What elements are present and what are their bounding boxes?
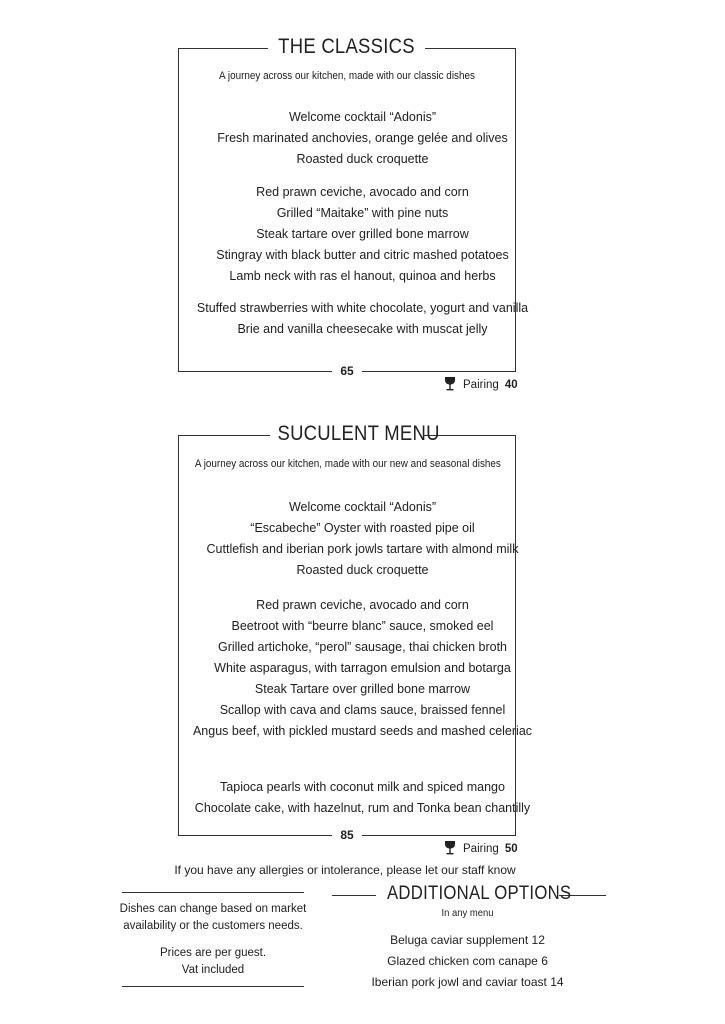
left-notes-bottom-rule: [122, 986, 304, 987]
classics-top-left-rule: [178, 48, 268, 49]
classics-dish: Stingray with black butter and citric mashed potatoes: [216, 248, 509, 262]
wine-glass-icon: [444, 376, 456, 394]
additional-item: Beluga caviar supplement 12: [390, 933, 545, 947]
suculent-frame: [178, 435, 516, 835]
suculent-dish: Grilled artichoke, “perol” sausage, thai chicken broth: [217, 640, 508, 654]
pairing-label: Pairing: [463, 379, 499, 391]
note-line: Prices are per guest.: [159, 947, 267, 959]
additional-subtitle: In any menu: [441, 907, 494, 919]
classics-bottom-right-rule: [362, 371, 516, 372]
classics-bottom-left-rule: [178, 371, 332, 372]
suculent-dish: Scallop with cava and clams sauce, braissed fennel: [219, 703, 506, 717]
classics-dish: Brie and vanilla cheesecake with muscat jelly: [237, 322, 488, 336]
additional-title: ADDITIONAL OPTIONS: [386, 883, 572, 904]
classics-price: 65: [340, 364, 354, 378]
suculent-pairing: [444, 840, 518, 858]
suculent-dish: Chocolate cake, with hazelnut, rum and Tonka bean chantilly: [194, 801, 531, 815]
note-line: Dishes can change based on market: [119, 903, 307, 915]
suculent-dish: Welcome cocktail “Adonis”: [288, 500, 437, 514]
classics-dish: Roasted duck croquette: [296, 152, 429, 166]
classics-dish: Fresh marinated anchovies, orange gelée and olives: [217, 131, 508, 145]
suculent-bottom-left-rule: [178, 835, 332, 836]
classics-dish: Welcome cocktail “Adonis”: [288, 110, 437, 124]
classics-dish: Lamb neck with ras el hanout, quinoa and herbs: [229, 269, 496, 283]
classics-pairing: [444, 376, 518, 394]
suculent-dish: Steak Tartare over grilled bone marrow: [254, 682, 471, 696]
suculent-title: SUCULENT MENU: [277, 422, 440, 445]
additional-item: Glazed chicken com canape 6: [387, 954, 548, 968]
suculent-dish: Red prawn ceviche, avocado and corn: [256, 598, 469, 612]
suculent-dish: Tapioca pearls with coconut milk and spiced mango: [220, 780, 505, 794]
suculent-dish: Cuttlefish and iberian pork jowls tartare with almond milk: [206, 542, 519, 556]
additional-item: Iberian pork jowl and caviar toast 14: [371, 975, 564, 989]
additional-left-rule: [332, 895, 376, 896]
classics-dish: Grilled “Maitake” with pine nuts: [276, 206, 449, 220]
suculent-subtitle: A journey across our kitchen, made with our new and seasonal dishes: [194, 458, 501, 470]
classics-top-right-rule: [425, 48, 516, 49]
pairing-price: 50: [504, 843, 518, 855]
wine-glass-icon: [444, 840, 456, 858]
classics-dish: Steak tartare over grilled bone marrow: [256, 227, 469, 241]
suculent-dish: White asparagus, with tarragon emulsion and botarga: [214, 661, 511, 675]
note-line: Vat included: [181, 964, 245, 976]
classics-subtitle: A journey across our kitchen, made with our classic dishes: [219, 70, 475, 82]
left-notes: [108, 901, 318, 979]
suculent-dish: Angus beef, with pickled mustard seeds and mashed celeriac: [192, 724, 533, 738]
suculent-bottom-right-rule: [362, 835, 516, 836]
classics-dish: Red prawn ceviche, avocado and corn: [256, 185, 469, 199]
classics-title: THE CLASSICS: [278, 35, 415, 58]
pairing-label: Pairing: [463, 843, 499, 855]
suculent-price: 85: [340, 828, 354, 842]
suculent-dish: “Escabeche” Oyster with roasted pipe oil: [250, 521, 475, 535]
classics-dish: Stuffed strawberries with white chocolate, yogurt and vanilla: [196, 301, 529, 315]
suculent-dish: Beetroot with “beurre blanc” sauce, smoked eel: [231, 619, 494, 633]
allergy-note: If you have any allergies or intolerance, please let our staff know: [174, 863, 516, 877]
note-line: availability or the customers needs.: [123, 920, 303, 932]
left-notes-top-rule: [122, 892, 304, 893]
suculent-top-left-rule: [178, 435, 270, 436]
pairing-price: 40: [504, 379, 518, 391]
suculent-dish: Roasted duck croquette: [296, 563, 429, 577]
